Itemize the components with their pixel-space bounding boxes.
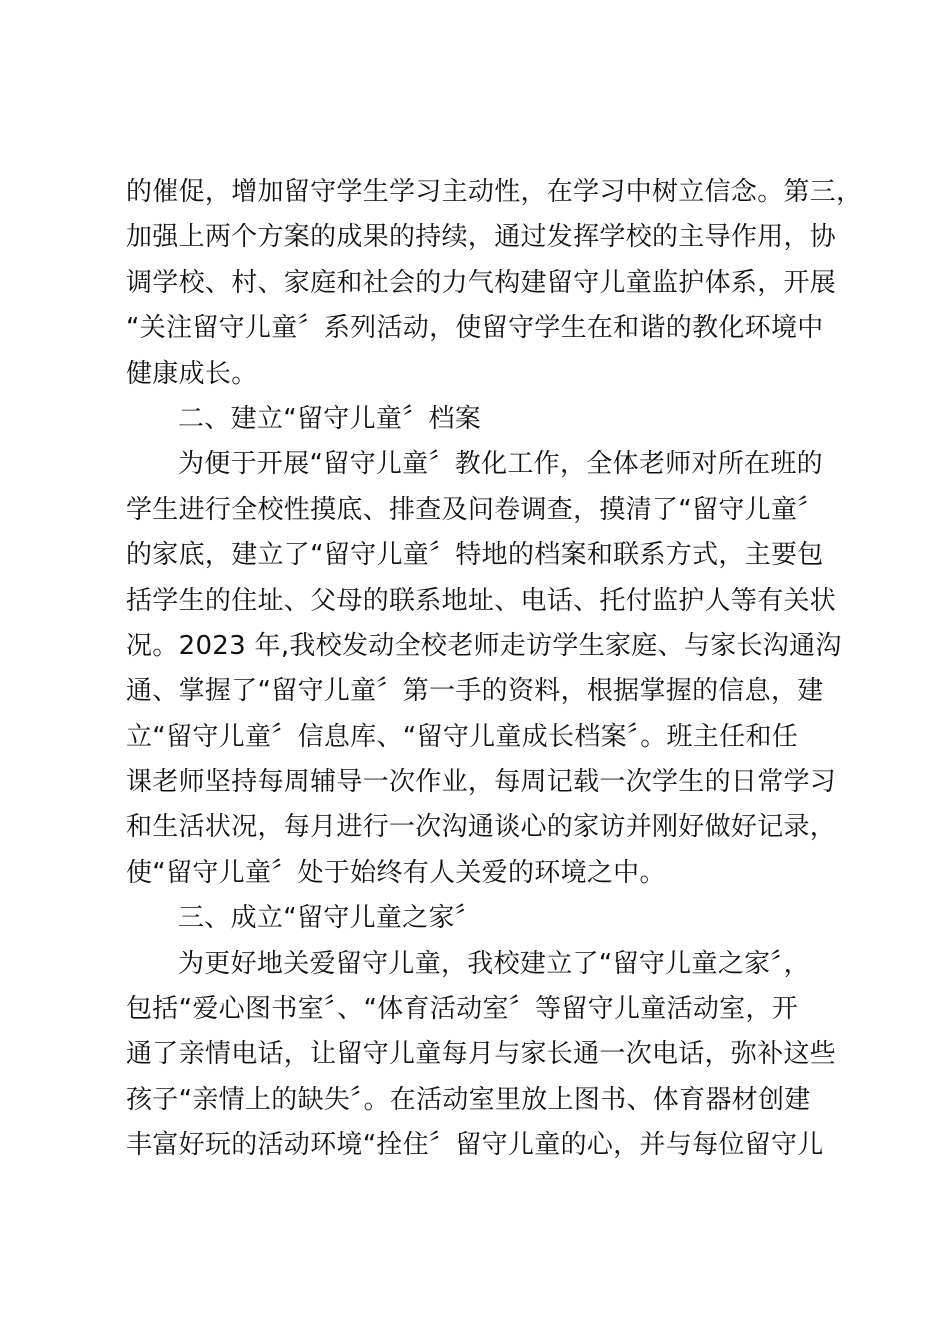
section-heading-2: 二、建立“留守儿童〞档案 <box>178 403 482 434</box>
text-line: 学生进行全校性摸底、排查及问卷调查，摸清了“留守儿童〞 <box>126 494 824 525</box>
text-line: 包括“爱心图书室〞、“体育活动室〞等留守儿童活动室，开 <box>126 994 799 1025</box>
text-line: 课老师坚持每周辅导一次作业，每周记载一次学生的日常学习 <box>126 767 837 798</box>
text-line: 为更好地关爱留守儿童，我校建立了“留守儿童之家〞， <box>178 948 810 979</box>
text-line: 使“留守儿童〞处于始终有人关爱的环境之中。 <box>126 857 666 888</box>
text-line: 的催促，增加留守学生学习主动性，在学习中树立信念。第三， <box>126 177 863 207</box>
text-line: 孩子“亲情上的缺失〞。在活动室里放上图书、体育器材创建 <box>126 1084 811 1115</box>
text-line: 调学校、村、家庭和社会的力气构建留守儿童监护体系，开展 <box>126 267 837 298</box>
document-body <box>126 170 863 1169</box>
text-line: 通了亲情电话，让留守儿童每月与家长通一次电话，弥补这些 <box>126 1039 837 1070</box>
text-line: 健康成长。 <box>126 358 258 389</box>
text-line: 通、掌握了“留守儿童〞第一手的资料，根据掌握的信息，建 <box>126 676 824 707</box>
text-line: 况。2023 年,我校发动全校老师走访学生家庭、与家长沟通沟 <box>126 630 842 661</box>
text-line: “关注留守儿童〞系列活动，使留守学生在和谐的教化环境中 <box>126 313 824 344</box>
text-line: 丰富好玩的活动环境“拴住〞留守儿童的心，并与每位留守儿 <box>126 1130 824 1161</box>
text-line: 括学生的住址、父母的联系地址、电话、托付监护人等有关状 <box>126 585 837 616</box>
text-line: 为便于开展“留守儿童〞教化工作，全体老师对所在班的 <box>178 449 823 480</box>
text-line: 立“留守儿童〞信息库、“留守儿童成长档案〞。班主任和任 <box>126 721 799 752</box>
text-line: 加强上两个方案的成果的持续，通过发挥学校的主导作用，协 <box>126 222 837 253</box>
text-line: 和生活状况，每月进行一次沟通谈心的家访并刚好做好记录， <box>126 812 837 843</box>
text-line: 的家底，建立了“留守儿童〞特地的档案和联系方式，主要包 <box>126 540 824 571</box>
section-heading-3: 三、成立“留守儿童之家〞 <box>178 903 482 934</box>
